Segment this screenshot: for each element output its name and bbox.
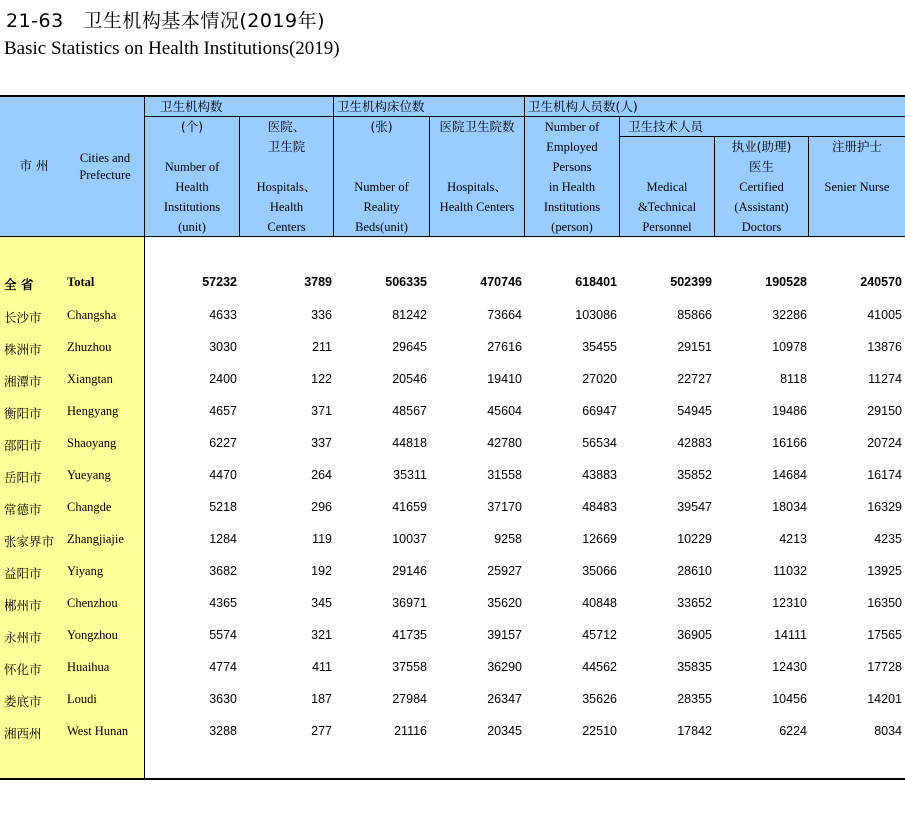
cell-staff: 43883 [582,468,617,482]
cell-institutions: 4633 [209,308,237,322]
cell-doctors: 12430 [772,660,807,674]
header-beds-unit: (张) [370,119,393,134]
header-doctors-zh: 执业(助理) 医生 [731,139,792,174]
row-city-zh: 娄底市 [4,694,42,709]
cell-nurses: 17565 [867,628,902,642]
cell-hospitals: 3789 [304,275,332,289]
cell-beds: 41735 [392,628,427,642]
cell-staff: 12669 [582,532,617,546]
cell-beds: 27984 [392,692,427,706]
cell-tech: 22727 [677,372,712,386]
cell-institutions: 3288 [209,724,237,738]
header-hospitals-en: Hospitals、 Health Centers [256,180,317,234]
cell-hospital-beds: 27616 [487,340,522,354]
cell-nurses: 16350 [867,596,902,610]
row-city-zh: 长沙市 [4,310,42,325]
cell-hospitals: 119 [312,532,332,546]
cell-tech: 42883 [677,436,712,450]
table-row-total [0,275,905,295]
cell-hospitals: 277 [311,724,332,738]
cell-institutions: 57232 [202,275,237,289]
cell-staff: 56534 [582,436,617,450]
cell-hospitals: 345 [311,596,332,610]
cell-beds: 20546 [392,372,427,386]
table-row [0,596,905,616]
cell-beds: 44818 [392,436,427,450]
cell-hospitals: 321 [311,628,332,642]
cell-hospital-beds: 45604 [487,404,522,418]
cell-doctors: 18034 [772,500,807,514]
table-row [0,468,905,488]
cell-staff: 48483 [582,500,617,514]
row-city-en: Zhuzhou [67,340,112,354]
cell-staff: 103086 [575,308,617,322]
cell-doctors: 190528 [765,275,807,289]
header-tech-zh: 卫生技术人员 [628,119,704,134]
cell-doctors: 10456 [772,692,807,706]
row-city-en: Total [67,275,95,289]
cell-staff: 22510 [582,724,617,738]
cell-hospitals: 192 [311,564,332,578]
row-city-en: Shaoyang [67,436,117,450]
header-hospital-beds-en: Hospitals、 Health Centers [439,180,515,214]
table-row [0,404,905,424]
header-tech-en: Medical &Technical Personnel [637,180,697,234]
cell-hospitals: 211 [312,340,332,354]
cell-hospital-beds: 19410 [487,372,522,386]
cell-staff: 35066 [582,564,617,578]
cell-tech: 35835 [677,660,712,674]
table-row [0,500,905,520]
cell-institutions: 4657 [209,404,237,418]
cell-hospital-beds: 35620 [487,596,522,610]
cell-beds: 29645 [392,340,427,354]
cell-hospitals: 296 [311,500,332,514]
cell-beds: 29146 [392,564,427,578]
cell-tech: 10229 [677,532,712,546]
cell-nurses: 11274 [868,372,902,386]
row-city-zh: 岳阳市 [4,470,42,485]
cell-tech: 29151 [677,340,712,354]
cell-hospitals: 336 [311,308,332,322]
cell-institutions: 6227 [209,436,237,450]
row-city-en: Xiangtan [67,372,113,386]
title-en: Basic Statistics on Health Institutions(2019) [4,38,340,59]
table-number-and-title-zh [6,6,325,33]
row-city-en: Changsha [67,308,117,322]
cell-tech: 33652 [677,596,712,610]
row-city-en: Yongzhou [67,628,118,642]
cell-nurses: 240570 [860,275,902,289]
cell-tech: 28355 [677,692,712,706]
header-city-en: Cities and Prefecture [79,151,131,182]
row-city-zh: 怀化市 [4,662,42,677]
cell-hospitals: 122 [311,372,332,386]
cell-hospital-beds: 31558 [487,468,522,482]
cell-nurses: 4235 [874,532,902,546]
header-nurse-en: Senier Nurse [824,180,890,194]
cell-staff: 618401 [575,275,617,289]
cell-nurses: 16174 [867,468,902,482]
cell-doctors: 14111 [774,628,807,642]
cell-nurses: 8034 [874,724,902,738]
cell-hospital-beds: 37170 [487,500,522,514]
cell-doctors: 8118 [780,372,807,386]
bottom-rule [0,778,905,780]
title-zh: 卫生机构基本情况(2019年) [83,10,326,32]
cell-institutions: 4774 [209,660,237,674]
header-beds-en: Number of Reality Beds(unit) [354,180,409,234]
table-row [0,340,905,360]
cell-institutions: 5218 [209,500,237,514]
cell-nurses: 14201 [867,692,902,706]
cell-doctors: 14684 [772,468,807,482]
cell-nurses: 20724 [867,436,902,450]
cell-tech: 39547 [677,500,712,514]
row-city-zh: 邵阳市 [4,438,42,453]
cell-tech: 54945 [677,404,712,418]
cell-tech: 17842 [677,724,712,738]
cell-hospital-beds: 73664 [487,308,522,322]
table-row [0,628,905,648]
row-city-en: Chenzhou [67,596,118,610]
row-city-zh: 衡阳市 [4,406,42,421]
row-city-en: Loudi [67,692,97,706]
table-row [0,724,905,744]
cell-tech: 502399 [670,275,712,289]
table-row [0,692,905,712]
cell-hospitals: 411 [312,660,332,674]
cell-hospital-beds: 42780 [487,436,522,450]
cell-nurses: 17728 [867,660,902,674]
cell-beds: 506335 [385,275,427,289]
table-row [0,660,905,680]
cell-institutions: 3030 [209,340,237,354]
cell-staff: 27020 [582,372,617,386]
cell-institutions: 5574 [209,628,237,642]
cell-hospital-beds: 470746 [480,275,522,289]
cell-nurses: 29150 [867,404,902,418]
cell-tech: 36905 [677,628,712,642]
cell-doctors: 10978 [772,340,807,354]
table-row [0,564,905,584]
cell-beds: 48567 [392,404,427,418]
cell-hospital-beds: 25927 [487,564,522,578]
cell-institutions: 3682 [209,564,237,578]
cell-institutions: 2400 [209,372,237,386]
cell-staff: 45712 [582,628,617,642]
row-city-zh: 湘西州 [4,726,42,741]
cell-staff: 44562 [582,660,617,674]
cell-beds: 81242 [392,308,427,322]
header-staff-en: Number of Employed Persons in Health Institutions (person) [543,120,601,234]
row-city-en: Yueyang [67,468,111,482]
row-city-zh: 益阳市 [4,566,42,581]
cell-nurses: 16329 [867,500,902,514]
cell-doctors: 19486 [772,404,807,418]
cell-doctors: 6224 [779,724,807,738]
cell-tech: 28610 [677,564,712,578]
row-city-en: Yiyang [67,564,104,578]
cell-hospitals: 337 [311,436,332,450]
table-row [0,436,905,456]
cell-hospital-beds: 20345 [487,724,522,738]
row-city-zh: 永州市 [4,630,42,645]
row-city-zh: 株洲市 [4,342,42,357]
row-city-zh: 全 省 [4,277,34,292]
cell-tech: 35852 [677,468,712,482]
header-city-zh: 市 州 [19,158,49,173]
cell-institutions: 4470 [209,468,237,482]
cell-institutions: 4365 [209,596,237,610]
cell-nurses: 41005 [867,308,902,322]
cell-beds: 35311 [393,468,427,482]
header-staff-group: 卫生机构人员数(人) [528,99,638,114]
cell-beds: 10037 [392,532,427,546]
header-hospitals-zh: 医院、 卫生院 [267,119,306,154]
cell-staff: 35626 [582,692,617,706]
cell-hospital-beds: 26347 [487,692,522,706]
header-hospital-beds-zh: 医院卫生院数 [439,119,515,134]
cell-hospital-beds: 39157 [487,628,522,642]
row-city-en: Changde [67,500,112,514]
row-city-en: Zhangjiajie [67,532,124,546]
row-city-en: Hengyang [67,404,119,418]
cell-doctors: 4213 [779,532,807,546]
cell-staff: 40848 [582,596,617,610]
cell-doctors: 32286 [772,308,807,322]
cell-hospitals: 264 [311,468,332,482]
header-institutions-group: 卫生机构数 [160,99,223,114]
cell-institutions: 3630 [209,692,237,706]
cell-nurses: 13925 [867,564,902,578]
table-row [0,532,905,552]
table-row [0,372,905,392]
cell-beds: 21116 [394,724,427,738]
row-city-zh: 郴州市 [4,598,42,613]
header-institutions-unit: (个) [180,119,204,134]
row-city-zh: 张家界市 [4,534,55,549]
cell-beds: 37558 [392,660,427,674]
cell-hospital-beds: 36290 [487,660,522,674]
cell-doctors: 11032 [773,564,807,578]
row-city-zh: 常德市 [4,502,42,517]
header-institutions-en: Number of Health Institutions (unit) [163,160,221,234]
cell-staff: 66947 [582,404,617,418]
cell-doctors: 12310 [772,596,807,610]
cell-hospitals: 187 [311,692,332,706]
table-number: 21-63 [6,10,64,32]
row-city-zh: 湘潭市 [4,374,42,389]
cell-beds: 41659 [392,500,427,514]
cell-doctors: 16166 [772,436,807,450]
cell-hospitals: 371 [311,404,332,418]
header-nurse-zh: 注册护士 [831,139,882,154]
cell-staff: 35455 [582,340,617,354]
cell-tech: 85866 [677,308,712,322]
cell-beds: 36971 [392,596,427,610]
cell-nurses: 13876 [867,340,902,354]
row-city-en: West Hunan [67,724,129,738]
row-city-en: Huaihua [67,660,110,674]
table-row [0,308,905,328]
cell-institutions: 1284 [209,532,237,546]
header-doctors-en: Certified (Assistant) Doctors [734,180,789,234]
cell-hospital-beds: 9258 [494,532,522,546]
header-beds-group: 卫生机构床位数 [337,99,425,114]
